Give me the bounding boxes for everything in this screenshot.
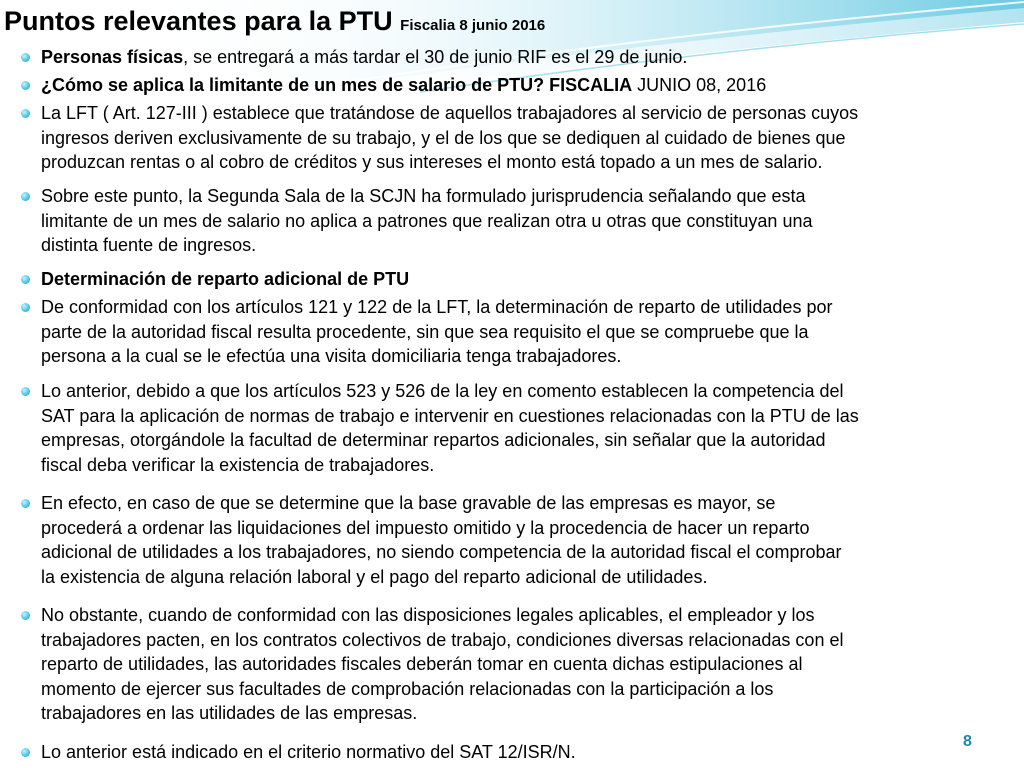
bullet-dot-icon xyxy=(21,748,30,757)
bullet-line xyxy=(41,295,1016,320)
bullet-text: adicional de utilidades a los trabajadores, no siendo competencia de la autoridad fiscal el comprobar xyxy=(41,542,842,562)
bullet-line xyxy=(41,677,1016,702)
title-subtitle: Fiscalia 8 junio 2016 xyxy=(400,17,546,34)
bullet-text: reparto de utilidades, las autoridades fiscales deberán tomar en cuenta dichas estipulaciones al xyxy=(41,654,803,674)
slide-title xyxy=(4,4,1004,43)
bullet-text: JUNIO 08, 2016 xyxy=(632,75,767,95)
bullet-line xyxy=(41,740,1016,765)
bullet-line xyxy=(41,516,1016,541)
bullet-line xyxy=(41,267,1016,292)
bullet-dot-icon xyxy=(21,387,30,396)
bullet-dot-icon xyxy=(21,53,30,62)
bullet-line xyxy=(41,73,1016,98)
bullet-dot-icon xyxy=(21,499,30,508)
bullet-text: fiscal deba verificar la existencia de trabajadores. xyxy=(41,454,435,475)
bullet-text: La LFT ( Art. 127-III ) establece que tratándose de aquellos trabajadores al servicio de personas cuyos xyxy=(41,103,859,123)
bullet-text: distinta fuente de ingresos. xyxy=(41,235,257,255)
bullet-text: trabajadores en las utilidades de las empresas. xyxy=(41,703,418,723)
bullet-line xyxy=(41,344,1016,369)
bullet-text: limitante de un mes de salario no aplica a patrones que realizan otra u otras que constituyan una xyxy=(41,210,813,231)
bullet-line xyxy=(41,628,1016,653)
bullet-text: la existencia de alguna relación laboral y el pago del reparto adicional de utilidades. xyxy=(41,566,708,587)
bullet-line xyxy=(41,603,1016,628)
bullet-text-bold: Determinación de reparto adicional de PTU xyxy=(41,269,410,289)
bullet-text: De conformidad con los artículos 121 y 122 de la LFT, la determinación de reparto de utilidades por xyxy=(41,297,833,317)
bullet-line xyxy=(41,126,1016,151)
bullet-text: produzcan rentas o al cobro de créditos y sus intereses el monto está topado a un mes de salario. xyxy=(41,152,823,172)
bullet-line xyxy=(41,184,1016,209)
bullet-line xyxy=(41,652,1016,677)
bullet-text: momento de ejercer sus facultades de comprobación relacionadas con la participación a los xyxy=(41,678,774,699)
bullet-line xyxy=(41,565,1016,590)
bullet-text: Lo anterior está indicado en el criterio normativo del SAT 12/ISR/N. xyxy=(41,742,576,762)
title-main: Puntos relevantes para la PTU xyxy=(4,6,393,36)
bullet-line xyxy=(41,233,1016,258)
bullet-text: , se entregará a más tardar el 30 de junio RIF es el 29 de junio. xyxy=(183,47,688,67)
bullet-text: persona a la cual se le efectúa una visita domiciliaria tenga trabajadores. xyxy=(41,346,622,366)
bullet-line xyxy=(41,404,1016,429)
bullet-text-bold: Personas físicas xyxy=(41,47,184,67)
bullet-line xyxy=(41,540,1016,565)
bullet-line xyxy=(41,150,1016,175)
bullet-text: trabajadores pacten, en los contratos colectivos de trabajo, condiciones diversas relacionadas con el xyxy=(41,629,844,650)
bullet-line xyxy=(41,701,1016,726)
bullet-line xyxy=(41,101,1016,126)
bullet-line xyxy=(41,453,1016,478)
bullet-text: No obstante, cuando de conformidad con las disposiciones legales aplicables, el empleador y los xyxy=(41,605,815,625)
bullet-text-bold: ¿Cómo se aplica la limitante de un mes de salario de PTU? FISCALIA xyxy=(41,75,633,95)
bullet-text: En efecto, en caso de que se determine que la base gravable de las empresas es mayor, se xyxy=(41,493,776,513)
bullet-line xyxy=(41,45,1016,70)
bullet-dot-icon xyxy=(21,81,30,90)
bullet-text: Lo anterior, debido a que los artículos 523 y 526 de la ley en comento establecen la competencia del xyxy=(41,381,844,401)
bullet-dot-icon xyxy=(21,109,30,118)
bullet-dot-icon xyxy=(21,611,30,620)
bullet-dot-icon xyxy=(21,303,30,312)
bullet-line xyxy=(41,428,1016,453)
bullet-line xyxy=(41,491,1016,516)
bullet-line xyxy=(41,320,1016,345)
bullet-text: procederá a ordenar las liquidaciones del impuesto omitido y la procedencia de hacer un reparto xyxy=(41,517,810,538)
bullet-line xyxy=(41,379,1016,404)
page-number: 8 xyxy=(963,733,972,750)
bullet-text: SAT para la aplicación de normas de trabajo e intervenir en cuestiones relacionadas con la PTU de las xyxy=(41,405,859,426)
bullet-text: empresas, otorgándole la facultad de determinar repartos adicionales, sin señalar que la autoridad xyxy=(41,430,826,450)
bullet-line xyxy=(41,209,1016,234)
bullet-text: ingresos deriven exclusivamente de su trabajo, y el de los que se dediquen al cuidado de bienes que xyxy=(41,127,846,148)
bullet-text: Sobre este punto, la Segunda Sala de la SCJN ha formulado jurisprudencia señalando que esta xyxy=(41,186,806,206)
bullet-text: parte de la autoridad fiscal resulta procedente, sin que sea requisito el que se compruebe que la xyxy=(41,321,809,342)
bullet-dot-icon xyxy=(21,275,30,284)
bullet-dot-icon xyxy=(21,192,30,201)
